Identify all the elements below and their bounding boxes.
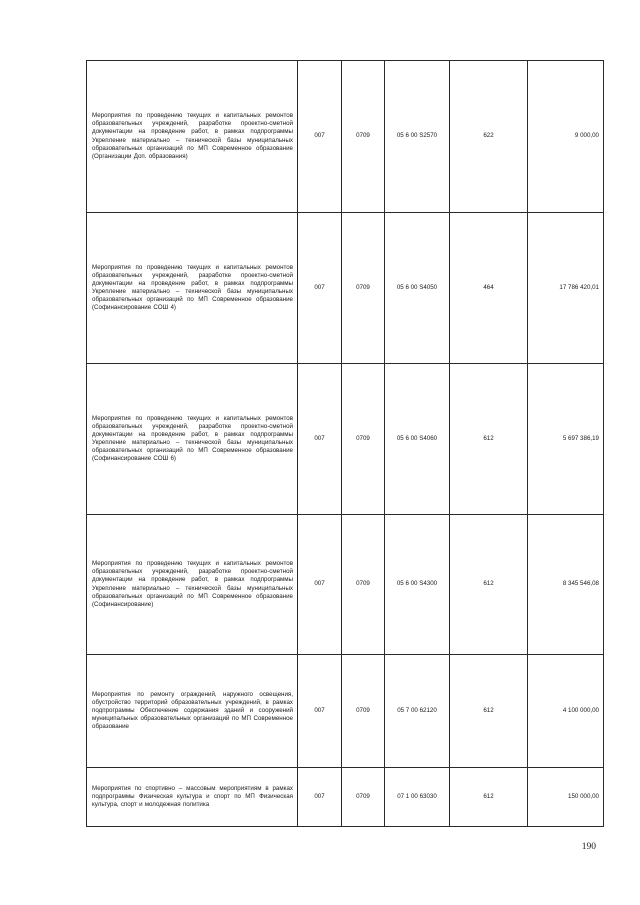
section-code: 0709: [342, 768, 385, 827]
expense-description: Мероприятия по проведению текущих и капитальных ремонтов образовательных учреждений, разработке проектно-сметной документации на проведение работ, в рамках подпрограммы Укрепление материально – технической базы муниципальных образовательных организаций по МП Современное образование (Софинансирование СОШ 4): [87, 213, 298, 364]
amount-value: 4 100 000,00: [528, 655, 604, 768]
target-article-code: 05 6 00 S4060: [385, 364, 450, 515]
page-number: 190: [581, 842, 596, 852]
budget-table: [86, 60, 604, 827]
expense-type-code: 612: [450, 768, 528, 827]
section-code: 0709: [342, 655, 385, 768]
ministry-code: 007: [298, 515, 342, 655]
section-code: 0709: [342, 213, 385, 364]
table-row: [87, 655, 604, 768]
amount-value: 8 345 546,08: [528, 515, 604, 655]
expense-description: Мероприятия по проведению текущих и капитальных ремонтов образовательных учреждений, разработке проектно-сметной документации на проведение работ, в рамках подпрограммы Укрепление материально – технической базы муниципальных образовательных организаций по МП Современное образование (Софинансирование): [87, 515, 298, 655]
expense-type-code: 464: [450, 213, 528, 364]
section-code: 0709: [342, 61, 385, 213]
expense-description: Мероприятия по проведению текущих и капитальных ремонтов образовательных учреждений, разработке проектно-сметной документации на проведение работ, в рамках подпрограммы Укрепление материально – технической базы муниципальных образовательных организаций по МП Современное образование (Организации Доп. образования): [87, 61, 298, 213]
ministry-code: 007: [298, 364, 342, 515]
target-article-code: 05 6 00 S4300: [385, 515, 450, 655]
amount-value: 17 786 420,01: [528, 213, 604, 364]
expense-description: Мероприятия по спортивно – массовым мероприятиям в рамках подпрограммы Физическая культура и спорт по МП Физическая культура, спорт и молодежная политика: [87, 768, 298, 827]
target-article-code: 07 1 00 63030: [385, 768, 450, 827]
expense-type-code: 612: [450, 364, 528, 515]
expense-description: Мероприятия по ремонту ограждений, наружного освещения, обустройство территорий образовательных учреждений, в рамках подпрограммы Обеспечение содержания зданий и сооружений муниципальных образовательных организаций по МП Современное образование: [87, 655, 298, 768]
ministry-code: 007: [298, 213, 342, 364]
table-row: [87, 213, 604, 364]
amount-value: 9 000,00: [528, 61, 604, 213]
ministry-code: 007: [298, 61, 342, 213]
amount-value: 150 000,00: [528, 768, 604, 827]
ministry-code: 007: [298, 768, 342, 827]
expense-type-code: 612: [450, 515, 528, 655]
expense-type-code: 622: [450, 61, 528, 213]
table-row: [87, 768, 604, 827]
ministry-code: 007: [298, 655, 342, 768]
table-row: [87, 61, 604, 213]
target-article-code: 05 6 00 S2570: [385, 61, 450, 213]
expense-description: Мероприятия по проведению текущих и капитальных ремонтов образовательных учреждений, разработке проектно-сметной документации на проведение работ, в рамках подпрограммы Укрепление материально – технической базы муниципальных образовательных организаций по МП Современное образование (Софинансирование СОШ 6): [87, 364, 298, 515]
section-code: 0709: [342, 515, 385, 655]
table-row: [87, 515, 604, 655]
target-article-code: 05 6 00 S4050: [385, 213, 450, 364]
expense-type-code: 612: [450, 655, 528, 768]
table-row: [87, 364, 604, 515]
amount-value: 5 697 386,19: [528, 364, 604, 515]
section-code: 0709: [342, 364, 385, 515]
target-article-code: 05 7 00 62120: [385, 655, 450, 768]
